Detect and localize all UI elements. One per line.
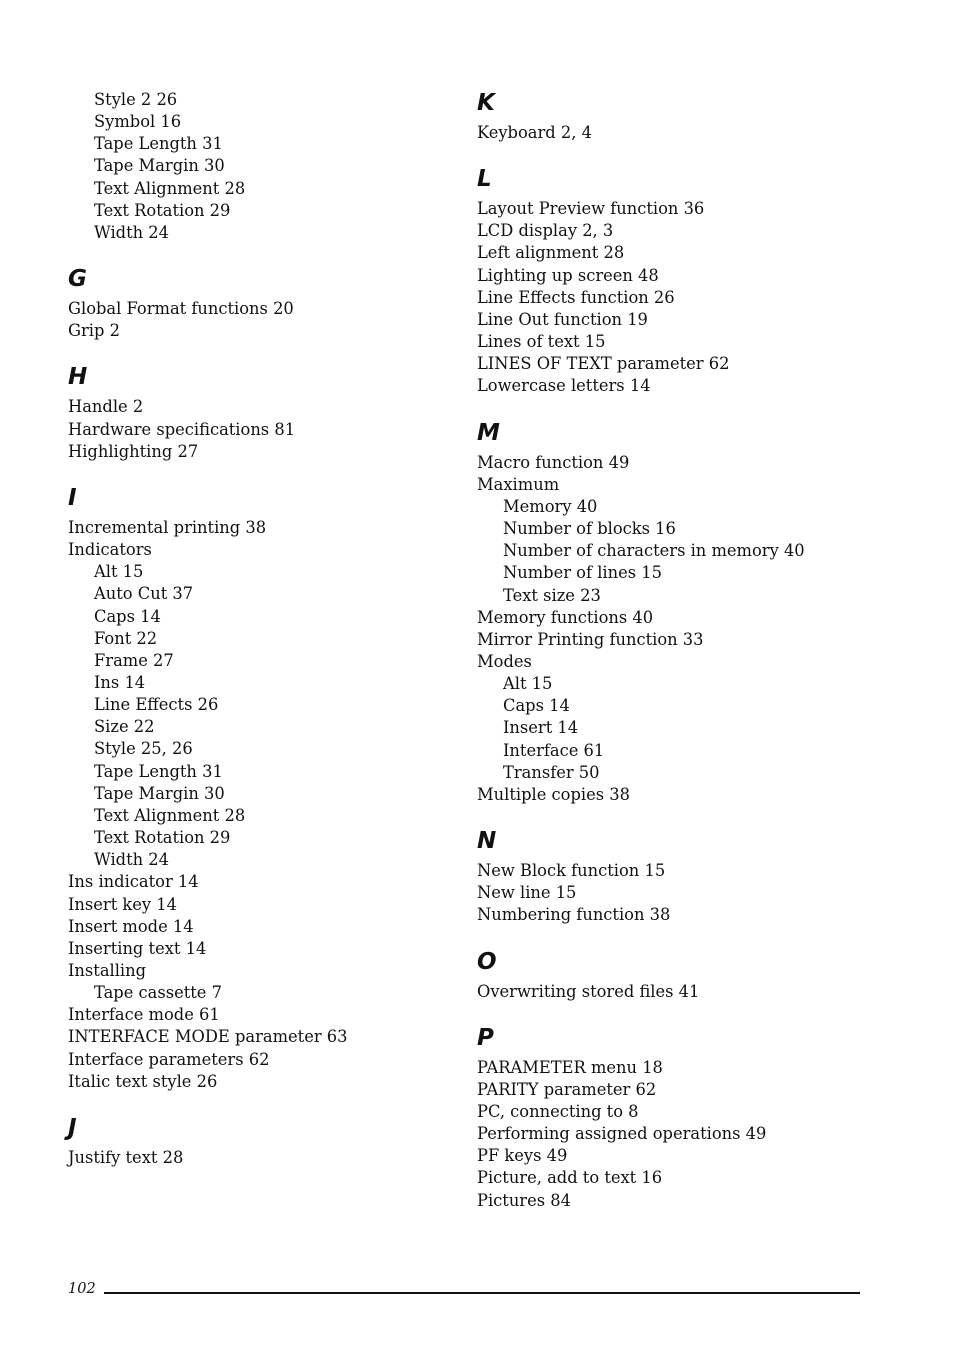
index-section-l: [477, 164, 897, 397]
index-entry: Numbering function 38: [477, 905, 671, 925]
index-subentry: Caps 14: [503, 696, 570, 716]
index-entry: Italic text style 26: [68, 1071, 218, 1091]
index-section-i: [68, 483, 448, 1093]
section-letter: I: [68, 484, 77, 511]
index-subentry: Text Rotation 29: [94, 200, 231, 220]
index-section-m: [477, 418, 897, 807]
index-entry: Highlighting 27: [68, 441, 199, 461]
index-entry: Interface parameters 62: [68, 1049, 270, 1069]
index-subentry: Text Alignment 28: [94, 805, 246, 825]
index-subentry: Style 2 26: [94, 90, 178, 109]
index-entry: Ins indicator 14: [68, 872, 199, 892]
index-subentry: Tape Length 31: [94, 134, 223, 154]
index-subentry: Tape Length 31: [94, 761, 223, 781]
index-entry: Global Format functions 20: [68, 299, 294, 319]
index-entry: LINES OF TEXT parameter 62: [477, 354, 730, 374]
index-entry: Handle 2: [68, 397, 144, 417]
index-subentry: Number of lines 15: [503, 563, 662, 583]
index-subentry: Auto Cut 37: [94, 584, 194, 604]
index-entry: Pictures 84: [477, 1190, 571, 1210]
index-entry: LCD display 2, 3: [477, 221, 614, 241]
index-subentry: Style 25, 26: [94, 739, 193, 759]
index-entry: Left alignment 28: [477, 243, 625, 263]
index-subentry: Interface 61: [503, 740, 605, 760]
index-entry: Justify text 28: [68, 1147, 184, 1167]
index-section-o: [477, 947, 897, 1003]
section-letter: H: [68, 364, 88, 391]
index-entry: Inserting text 14: [68, 938, 207, 958]
index-subentry: Frame 27: [94, 650, 174, 670]
section-letter: N: [477, 828, 497, 855]
index-entry: PC, connecting to 8: [477, 1102, 639, 1121]
index-entry: Keyboard 2, 4: [477, 123, 592, 142]
index-subentry: Insert 14: [503, 718, 579, 738]
index-entry: Memory functions 40: [477, 607, 654, 627]
index-entry: Line Effects function 26: [477, 287, 675, 307]
index-entry: Layout Preview function 36: [477, 199, 705, 219]
index-entry: Hardware specifications 81: [68, 419, 296, 439]
section-letter: J: [68, 1114, 77, 1141]
index-entry: Picture, add to text 16: [477, 1168, 663, 1188]
index-section-n: [477, 826, 897, 926]
index-subentry: Size 22: [94, 717, 155, 737]
index-entry: PF keys 49: [477, 1146, 568, 1166]
index-entry: PARAMETER menu 18: [477, 1057, 663, 1077]
index-subentry: Tape Margin 30: [94, 156, 225, 176]
section-letter: L: [477, 166, 492, 193]
index-entry: New line 15: [477, 883, 577, 903]
index-section-h: [68, 362, 448, 462]
index-column-left: [68, 88, 448, 1169]
index-subentry: Text size 23: [503, 585, 601, 605]
index-entry: Overwriting stored files 41: [477, 981, 700, 1001]
index-subentry: Width 24: [94, 222, 169, 242]
index-entry: Installing: [68, 961, 147, 980]
index-entry: Interface mode 61: [68, 1005, 220, 1025]
index-entry: Macro function 49: [477, 452, 630, 472]
index-subentry: Transfer 50: [503, 762, 600, 782]
index-section-g: [68, 264, 448, 342]
index-subentry: Tape cassette 7: [94, 983, 222, 1003]
index-entry: Lowercase letters 14: [477, 376, 651, 396]
index-entry: Lighting up screen 48: [477, 265, 659, 285]
index-subentry: Width 24: [94, 850, 169, 870]
index-section-k: [477, 88, 897, 144]
index-entry: Grip 2: [68, 321, 120, 341]
index-subentry: Symbol 16: [94, 112, 182, 132]
index-subentry: Font 22: [94, 628, 158, 648]
section-letter: P: [477, 1024, 494, 1051]
index-subentry: Number of blocks 16: [503, 519, 676, 539]
index-entry: Mirror Printing function 33: [477, 629, 704, 649]
index-subentry: Memory 40: [503, 496, 598, 516]
index-entry: Insert key 14: [68, 894, 178, 914]
index-subentry: Number of characters in memory 40: [503, 541, 805, 561]
index-entry: Line Out function 19: [477, 309, 648, 329]
index-section-continued: [68, 89, 448, 244]
index-entry: Insert mode 14: [68, 916, 194, 936]
index-entry: PARITY parameter 62: [477, 1079, 657, 1099]
index-subentry: Text Rotation 29: [94, 828, 231, 848]
index-entry: Maximum: [477, 474, 560, 494]
page-number: 102: [68, 1281, 96, 1297]
index-section-p: [477, 1023, 897, 1212]
index-subentry: Tape Margin 30: [94, 783, 225, 803]
footer-rule: [104, 1292, 860, 1294]
index-entry: Performing assigned operations 49: [477, 1124, 767, 1144]
index-subentry: Line Effects 26: [94, 695, 219, 715]
index-entry: Modes: [477, 651, 532, 671]
section-letter: O: [477, 948, 497, 975]
index-section-j: [68, 1113, 448, 1169]
index-subentry: Ins 14: [94, 672, 146, 692]
index-entry: Multiple copies 38: [477, 784, 630, 804]
index-entry: Incremental printing 38: [68, 517, 267, 537]
section-letter: M: [477, 419, 500, 446]
section-letter: G: [68, 266, 87, 293]
section-letter: K: [477, 90, 495, 116]
index-subentry: Caps 14: [94, 606, 161, 626]
index-entry: Indicators: [68, 540, 152, 560]
index-entry: INTERFACE MODE parameter 63: [68, 1027, 348, 1047]
index-entry: Lines of text 15: [477, 332, 606, 352]
index-entry: New Block function 15: [477, 861, 666, 881]
index-subentry: Alt 15: [503, 674, 553, 694]
index-column-right: [477, 88, 897, 1212]
index-subentry: Alt 15: [94, 562, 144, 582]
index-subentry: Text Alignment 28: [94, 178, 246, 198]
